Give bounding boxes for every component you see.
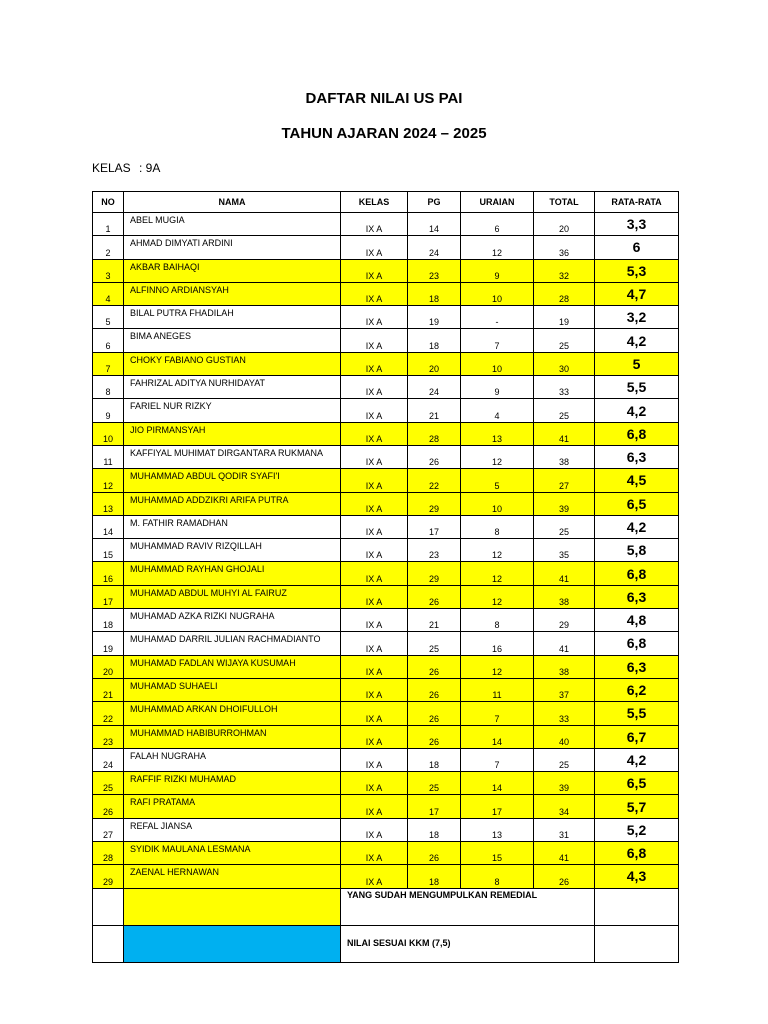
row-no: 22: [93, 702, 124, 725]
student-class: IX A: [341, 562, 408, 585]
table-row: [93, 515, 679, 538]
table-row: [93, 469, 679, 492]
score-total: 26: [534, 865, 595, 888]
table-row: [93, 678, 679, 701]
student-class: IX A: [341, 632, 408, 655]
row-no: 21: [93, 678, 124, 701]
student-class: IX A: [341, 795, 408, 818]
legend-remedial-text: YANG SUDAH MENGUMPULKAN REMEDIAL: [341, 888, 595, 925]
score-pg: 18: [408, 748, 461, 771]
student-name: REFAL JIANSA: [124, 818, 341, 841]
student-name: ZAENAL HERNAWAN: [124, 865, 341, 888]
score-pg: 26: [408, 702, 461, 725]
student-class: IX A: [341, 585, 408, 608]
header-rata-rata: RATA-RATA: [595, 192, 679, 213]
score-pg: 23: [408, 259, 461, 282]
student-name: MUHAMMAD RAYHAN GHOJALI: [124, 562, 341, 585]
score-average: 4,2: [595, 515, 679, 538]
score-pg: 19: [408, 306, 461, 329]
score-pg: 18: [408, 329, 461, 352]
legend-kkm-row: [93, 925, 679, 962]
table-row: [93, 259, 679, 282]
table-row: [93, 282, 679, 305]
student-class: IX A: [341, 818, 408, 841]
score-average: 6,3: [595, 445, 679, 468]
score-average: 5: [595, 352, 679, 375]
score-uraian: 10: [461, 282, 534, 305]
student-name: BILAL PUTRA FHADILAH: [124, 306, 341, 329]
row-no: 16: [93, 562, 124, 585]
score-pg: 24: [408, 236, 461, 259]
score-total: 28: [534, 282, 595, 305]
score-uraian: 13: [461, 818, 534, 841]
score-uraian: 13: [461, 422, 534, 445]
score-pg: 24: [408, 376, 461, 399]
score-pg: 25: [408, 632, 461, 655]
student-name: M. FATHIR RAMADHAN: [124, 515, 341, 538]
student-name: MUHAMAD AZKA RIZKI NUGRAHA: [124, 609, 341, 632]
score-total: 41: [534, 422, 595, 445]
student-name: FALAH NUGRAHA: [124, 748, 341, 771]
score-average: 6,8: [595, 842, 679, 865]
row-no: 20: [93, 655, 124, 678]
grades-table: [92, 191, 679, 963]
score-average: 5,7: [595, 795, 679, 818]
score-total: 30: [534, 352, 595, 375]
table-row: [93, 865, 679, 888]
legend-remedial-row: [93, 888, 679, 925]
student-class: IX A: [341, 259, 408, 282]
table-row: [93, 772, 679, 795]
student-name: KAFFIYAL MUHIMAT DIRGANTARA RUKMANA: [124, 445, 341, 468]
score-uraian: 12: [461, 562, 534, 585]
table-row: [93, 818, 679, 841]
student-class: IX A: [341, 539, 408, 562]
score-average: 4,8: [595, 609, 679, 632]
student-class: IX A: [341, 376, 408, 399]
score-total: 34: [534, 795, 595, 818]
student-class: IX A: [341, 399, 408, 422]
score-uraian: 12: [461, 585, 534, 608]
score-average: 5,3: [595, 259, 679, 282]
score-average: 6,2: [595, 678, 679, 701]
student-class: IX A: [341, 422, 408, 445]
row-no: 3: [93, 259, 124, 282]
score-average: 6,7: [595, 725, 679, 748]
score-uraian: 12: [461, 236, 534, 259]
score-pg: 26: [408, 678, 461, 701]
header-nama: NAMA: [124, 192, 341, 213]
score-uraian: 8: [461, 515, 534, 538]
student-name: MUHAMMAD HABIBURROHMAN: [124, 725, 341, 748]
score-total: 38: [534, 655, 595, 678]
student-class: IX A: [341, 282, 408, 305]
table-row: [93, 539, 679, 562]
student-name: AHMAD DIMYATI ARDINI: [124, 236, 341, 259]
score-pg: 18: [408, 865, 461, 888]
score-pg: 14: [408, 213, 461, 236]
score-total: 41: [534, 562, 595, 585]
score-average: 5,5: [595, 702, 679, 725]
score-pg: 26: [408, 842, 461, 865]
score-total: 41: [534, 842, 595, 865]
table-row: [93, 655, 679, 678]
score-total: 39: [534, 492, 595, 515]
student-class: IX A: [341, 748, 408, 771]
score-uraian: 11: [461, 678, 534, 701]
score-uraian: 12: [461, 445, 534, 468]
student-class: IX A: [341, 492, 408, 515]
score-average: 4,2: [595, 748, 679, 771]
score-uraian: 8: [461, 865, 534, 888]
score-pg: 21: [408, 399, 461, 422]
score-uraian: 7: [461, 748, 534, 771]
student-name: MUHAMMAD ADDZIKRI ARIFA PUTRA: [124, 492, 341, 515]
row-no: 29: [93, 865, 124, 888]
header-kelas: KELAS: [341, 192, 408, 213]
score-average: 6,8: [595, 632, 679, 655]
header-pg: PG: [408, 192, 461, 213]
row-no: 23: [93, 725, 124, 748]
score-total: 32: [534, 259, 595, 282]
score-average: 6,3: [595, 585, 679, 608]
table-row: [93, 632, 679, 655]
score-pg: 26: [408, 445, 461, 468]
score-average: 4,5: [595, 469, 679, 492]
score-uraian: -: [461, 306, 534, 329]
row-no: 14: [93, 515, 124, 538]
row-no: 13: [93, 492, 124, 515]
table-row: [93, 376, 679, 399]
score-uraian: 15: [461, 842, 534, 865]
student-class: IX A: [341, 842, 408, 865]
student-class: IX A: [341, 445, 408, 468]
score-pg: 17: [408, 795, 461, 818]
score-uraian: 12: [461, 539, 534, 562]
table-row: [93, 213, 679, 236]
student-name: RAFI PRATAMA: [124, 795, 341, 818]
score-uraian: 5: [461, 469, 534, 492]
table-row: [93, 399, 679, 422]
score-total: 29: [534, 609, 595, 632]
student-name: AKBAR BAIHAQI: [124, 259, 341, 282]
score-total: 41: [534, 632, 595, 655]
score-average: 6,5: [595, 492, 679, 515]
table-row: [93, 352, 679, 375]
score-pg: 26: [408, 725, 461, 748]
student-class: IX A: [341, 469, 408, 492]
student-name: CHOKY FABIANO GUSTIAN: [124, 352, 341, 375]
row-no: 15: [93, 539, 124, 562]
score-uraian: 7: [461, 702, 534, 725]
row-no: 7: [93, 352, 124, 375]
score-pg: 29: [408, 562, 461, 585]
row-no: 5: [93, 306, 124, 329]
student-name: MUHAMMAD ARKAN DHOIFULLOH: [124, 702, 341, 725]
score-pg: 29: [408, 492, 461, 515]
row-no: 26: [93, 795, 124, 818]
student-name: ABEL MUGIA: [124, 213, 341, 236]
student-class: IX A: [341, 329, 408, 352]
score-uraian: 4: [461, 399, 534, 422]
row-no: 11: [93, 445, 124, 468]
row-no: 2: [93, 236, 124, 259]
student-name: BIMA ANEGES: [124, 329, 341, 352]
score-pg: 28: [408, 422, 461, 445]
class-value: : 9A: [139, 161, 161, 175]
score-pg: 22: [408, 469, 461, 492]
student-name: MUHAMAD DARRIL JULIAN RACHMADIANTO: [124, 632, 341, 655]
score-total: 37: [534, 678, 595, 701]
student-class: IX A: [341, 678, 408, 701]
score-pg: 20: [408, 352, 461, 375]
student-name: JIO PIRMANSYAH: [124, 422, 341, 445]
score-average: 5,2: [595, 818, 679, 841]
score-pg: 18: [408, 818, 461, 841]
academic-year: TAHUN AJARAN 2024 – 2025: [281, 125, 487, 142]
score-total: 25: [534, 748, 595, 771]
student-class: IX A: [341, 725, 408, 748]
score-total: 19: [534, 306, 595, 329]
score-pg: 25: [408, 772, 461, 795]
score-average: 6: [595, 236, 679, 259]
row-no: 1: [93, 213, 124, 236]
row-no: 4: [93, 282, 124, 305]
score-total: 27: [534, 469, 595, 492]
legend-blue-swatch: [124, 925, 341, 962]
class-label: KELAS: [92, 161, 131, 175]
score-average: 6,8: [595, 422, 679, 445]
student-class: IX A: [341, 655, 408, 678]
table-row: [93, 725, 679, 748]
score-uraian: 17: [461, 795, 534, 818]
score-uraian: 9: [461, 259, 534, 282]
score-average: 4,7: [595, 282, 679, 305]
student-name: RAFFIF RIZKI MUHAMAD: [124, 772, 341, 795]
class-info: [92, 161, 160, 175]
score-total: 36: [534, 236, 595, 259]
student-class: IX A: [341, 515, 408, 538]
score-average: 3,3: [595, 213, 679, 236]
score-uraian: 14: [461, 725, 534, 748]
table-row: [93, 329, 679, 352]
score-uraian: 8: [461, 609, 534, 632]
score-pg: 26: [408, 655, 461, 678]
score-average: 6,5: [595, 772, 679, 795]
table-row: [93, 445, 679, 468]
row-no: 10: [93, 422, 124, 445]
score-average: 6,8: [595, 562, 679, 585]
score-average: 3,2: [595, 306, 679, 329]
row-no: 17: [93, 585, 124, 608]
student-name: MUHAMMAD RAVIV RIZQILLAH: [124, 539, 341, 562]
student-class: IX A: [341, 609, 408, 632]
student-name: ALFINNO ARDIANSYAH: [124, 282, 341, 305]
table-row: [93, 492, 679, 515]
table-row: [93, 702, 679, 725]
row-no: 8: [93, 376, 124, 399]
legend-yellow-swatch: [124, 888, 341, 925]
document-title: DAFTAR NILAI US PAI: [305, 90, 463, 107]
table-row: [93, 306, 679, 329]
student-name: MUHAMAD SUHAELI: [124, 678, 341, 701]
score-total: 33: [534, 702, 595, 725]
student-name: MUHAMAD FADLAN WIJAYA KUSUMAH: [124, 655, 341, 678]
score-pg: 18: [408, 282, 461, 305]
student-name: FARIEL NUR RIZKY: [124, 399, 341, 422]
score-uraian: 12: [461, 655, 534, 678]
score-total: 35: [534, 539, 595, 562]
score-uraian: 10: [461, 352, 534, 375]
student-class: IX A: [341, 306, 408, 329]
score-uraian: 9: [461, 376, 534, 399]
row-no: 18: [93, 609, 124, 632]
score-total: 38: [534, 445, 595, 468]
row-no: 12: [93, 469, 124, 492]
row-no: 19: [93, 632, 124, 655]
row-no: 6: [93, 329, 124, 352]
row-no: 28: [93, 842, 124, 865]
score-uraian: 14: [461, 772, 534, 795]
score-uraian: 7: [461, 329, 534, 352]
score-pg: 17: [408, 515, 461, 538]
table-row: [93, 236, 679, 259]
row-no: 24: [93, 748, 124, 771]
score-total: 25: [534, 399, 595, 422]
score-uraian: 16: [461, 632, 534, 655]
student-class: IX A: [341, 213, 408, 236]
row-no: 9: [93, 399, 124, 422]
student-name: SYIDIK MAULANA LESMANA: [124, 842, 341, 865]
score-total: 40: [534, 725, 595, 748]
score-pg: 26: [408, 585, 461, 608]
score-average: 5,8: [595, 539, 679, 562]
score-average: 5,5: [595, 376, 679, 399]
table-row: [93, 609, 679, 632]
table-row: [93, 842, 679, 865]
score-average: 4,2: [595, 329, 679, 352]
header-uraian: URAIAN: [461, 192, 534, 213]
score-total: 38: [534, 585, 595, 608]
score-average: 6,3: [595, 655, 679, 678]
table-row: [93, 748, 679, 771]
score-total: 25: [534, 515, 595, 538]
header-no: NO: [93, 192, 124, 213]
header-total: TOTAL: [534, 192, 595, 213]
table-row: [93, 422, 679, 445]
score-uraian: 10: [461, 492, 534, 515]
row-no: 25: [93, 772, 124, 795]
table-row: [93, 585, 679, 608]
score-total: 25: [534, 329, 595, 352]
score-pg: 21: [408, 609, 461, 632]
student-name: MUHAMAD ABDUL MUHYI AL FAIRUZ: [124, 585, 341, 608]
score-uraian: 6: [461, 213, 534, 236]
score-average: 4,2: [595, 399, 679, 422]
student-class: IX A: [341, 702, 408, 725]
student-class: IX A: [341, 236, 408, 259]
student-class: IX A: [341, 865, 408, 888]
score-total: 33: [534, 376, 595, 399]
score-total: 31: [534, 818, 595, 841]
score-total: 39: [534, 772, 595, 795]
student-class: IX A: [341, 352, 408, 375]
table-row: [93, 562, 679, 585]
score-pg: 23: [408, 539, 461, 562]
table-header: [93, 192, 679, 213]
row-no: 27: [93, 818, 124, 841]
student-class: IX A: [341, 772, 408, 795]
legend-kkm-text: NILAI SESUAI KKM (7,5): [341, 925, 595, 962]
student-name: MUHAMMAD ABDUL QODIR SYAFI'I: [124, 469, 341, 492]
table-row: [93, 795, 679, 818]
score-average: 4,3: [595, 865, 679, 888]
student-name: FAHRIZAL ADITYA NURHIDAYAT: [124, 376, 341, 399]
score-total: 20: [534, 213, 595, 236]
